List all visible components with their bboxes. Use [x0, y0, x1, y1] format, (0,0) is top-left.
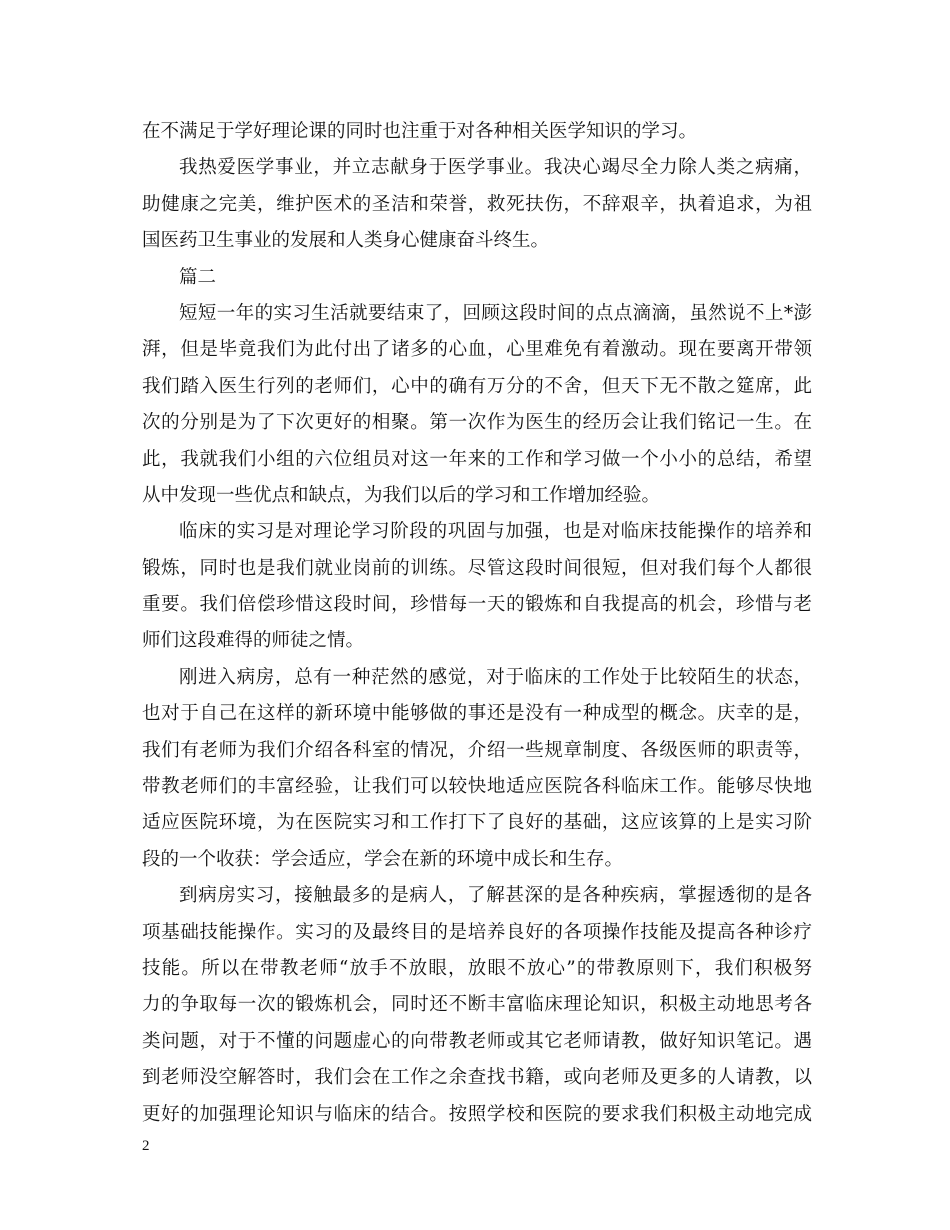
text-line: 师们这段难得的师徒之情。 — [142, 630, 365, 652]
text-line: 适应医院环境，为在医院实习和工作打下了良好的基础，这应该算的上是实习阶 — [142, 812, 812, 834]
text-line: 我们有老师为我们介绍各科室的情况，介绍一些规章制度、各级医师的职责等， — [142, 739, 812, 761]
text-line: 我们踏入医生行列的老师们，心中的确有万分的不舍，但天下无不散之筵席，此 — [142, 375, 812, 397]
text-line: 刚进入病房，总有一种茫然的感觉，对于临床的工作处于比较陌生的状态， — [179, 666, 812, 688]
text-line: 锻炼，同时也是我们就业岗前的训练。尽管这段时间很短，但对我们每个人都很 — [142, 557, 812, 579]
text-line: 力的争取每一次的锻炼机会，同时还不断丰富临床理论知识，积极主动地思考各 — [142, 994, 812, 1016]
text-line: 带教老师们的丰富经验，让我们可以较快地适应医院各科临床工作。能够尽快地 — [142, 776, 812, 798]
text-line: 在不满足于学好理论课的同时也注重于对各种相关医学知识的学习。 — [142, 121, 698, 142]
text-line: 次的分别是为了下次更好的相聚。第一次作为医生的经历会让我们铭记一生。在 — [142, 412, 812, 434]
text-line: 篇二 — [179, 266, 217, 288]
document-body — [142, 114, 812, 1133]
text-line: 也对于自己在这样的新环境中能够做的事还是没有一种成型的概念。庆幸的是， — [142, 703, 812, 725]
text-line: 从中发现一些优点和缺点，为我们以后的学习和工作增加经验。 — [142, 484, 661, 506]
text-line: 国医药卫生事业的发展和人类身心健康奋斗终生。 — [142, 230, 550, 252]
text-line: 到病房实习，接触最多的是病人，了解甚深的是各种疾病，掌握透彻的是各 — [179, 885, 812, 907]
text-line: 到老师没空解答时，我们会在工作之余查找书籍，或向老师及更多的人请教，以 — [142, 1067, 812, 1089]
text-line: 此，我就我们小组的六位组员对这一年来的工作和学习做一个小小的总结，希望 — [142, 448, 812, 470]
text-line: 我热爱医学事业，并立志献身于医学事业。我决心竭尽全力除人类之病痛， — [179, 157, 812, 179]
text-line: 助健康之完美，维护医术的圣洁和荣誉，救死扶伤，不辞艰辛，执着追求，为祖 — [142, 193, 812, 215]
page-number: 2 — [142, 1138, 150, 1154]
text-line: 技能。所以在带教老师“放手不放眼，放眼不放心”的带教原则下，我们积极努 — [142, 957, 812, 979]
text-line: 临床的实习是对理论学习阶段的巩固与加强，也是对临床技能操作的培养和 — [179, 521, 812, 543]
text-line: 段的一个收获：学会适应，学会在新的环境中成长和生存。 — [142, 848, 624, 870]
text-line: 湃，但是毕竟我们为此付出了诸多的心血，心里难免有着激动。现在要离开带领 — [142, 339, 812, 361]
text-line: 短短一年的实习生活就要结束了，回顾这段时间的点点滴滴，虽然说不上*澎 — [179, 302, 812, 324]
text-line: 重要。我们倍偿珍惜这段时间，珍惜每一天的锻炼和自我提高的机会，珍惜与老 — [142, 594, 812, 616]
text-line: 更好的加强理论知识与临床的结合。按照学校和医院的要求我们积极主动地完成 — [142, 1103, 812, 1125]
text-line: 类问题，对于不懂的问题虚心的向带教老师或其它老师请教，做好知识笔记。遇 — [142, 1030, 812, 1052]
text-line: 项基础技能操作。实习的及最终目的是培养良好的各项操作技能及提高各种诊疗 — [142, 921, 812, 943]
